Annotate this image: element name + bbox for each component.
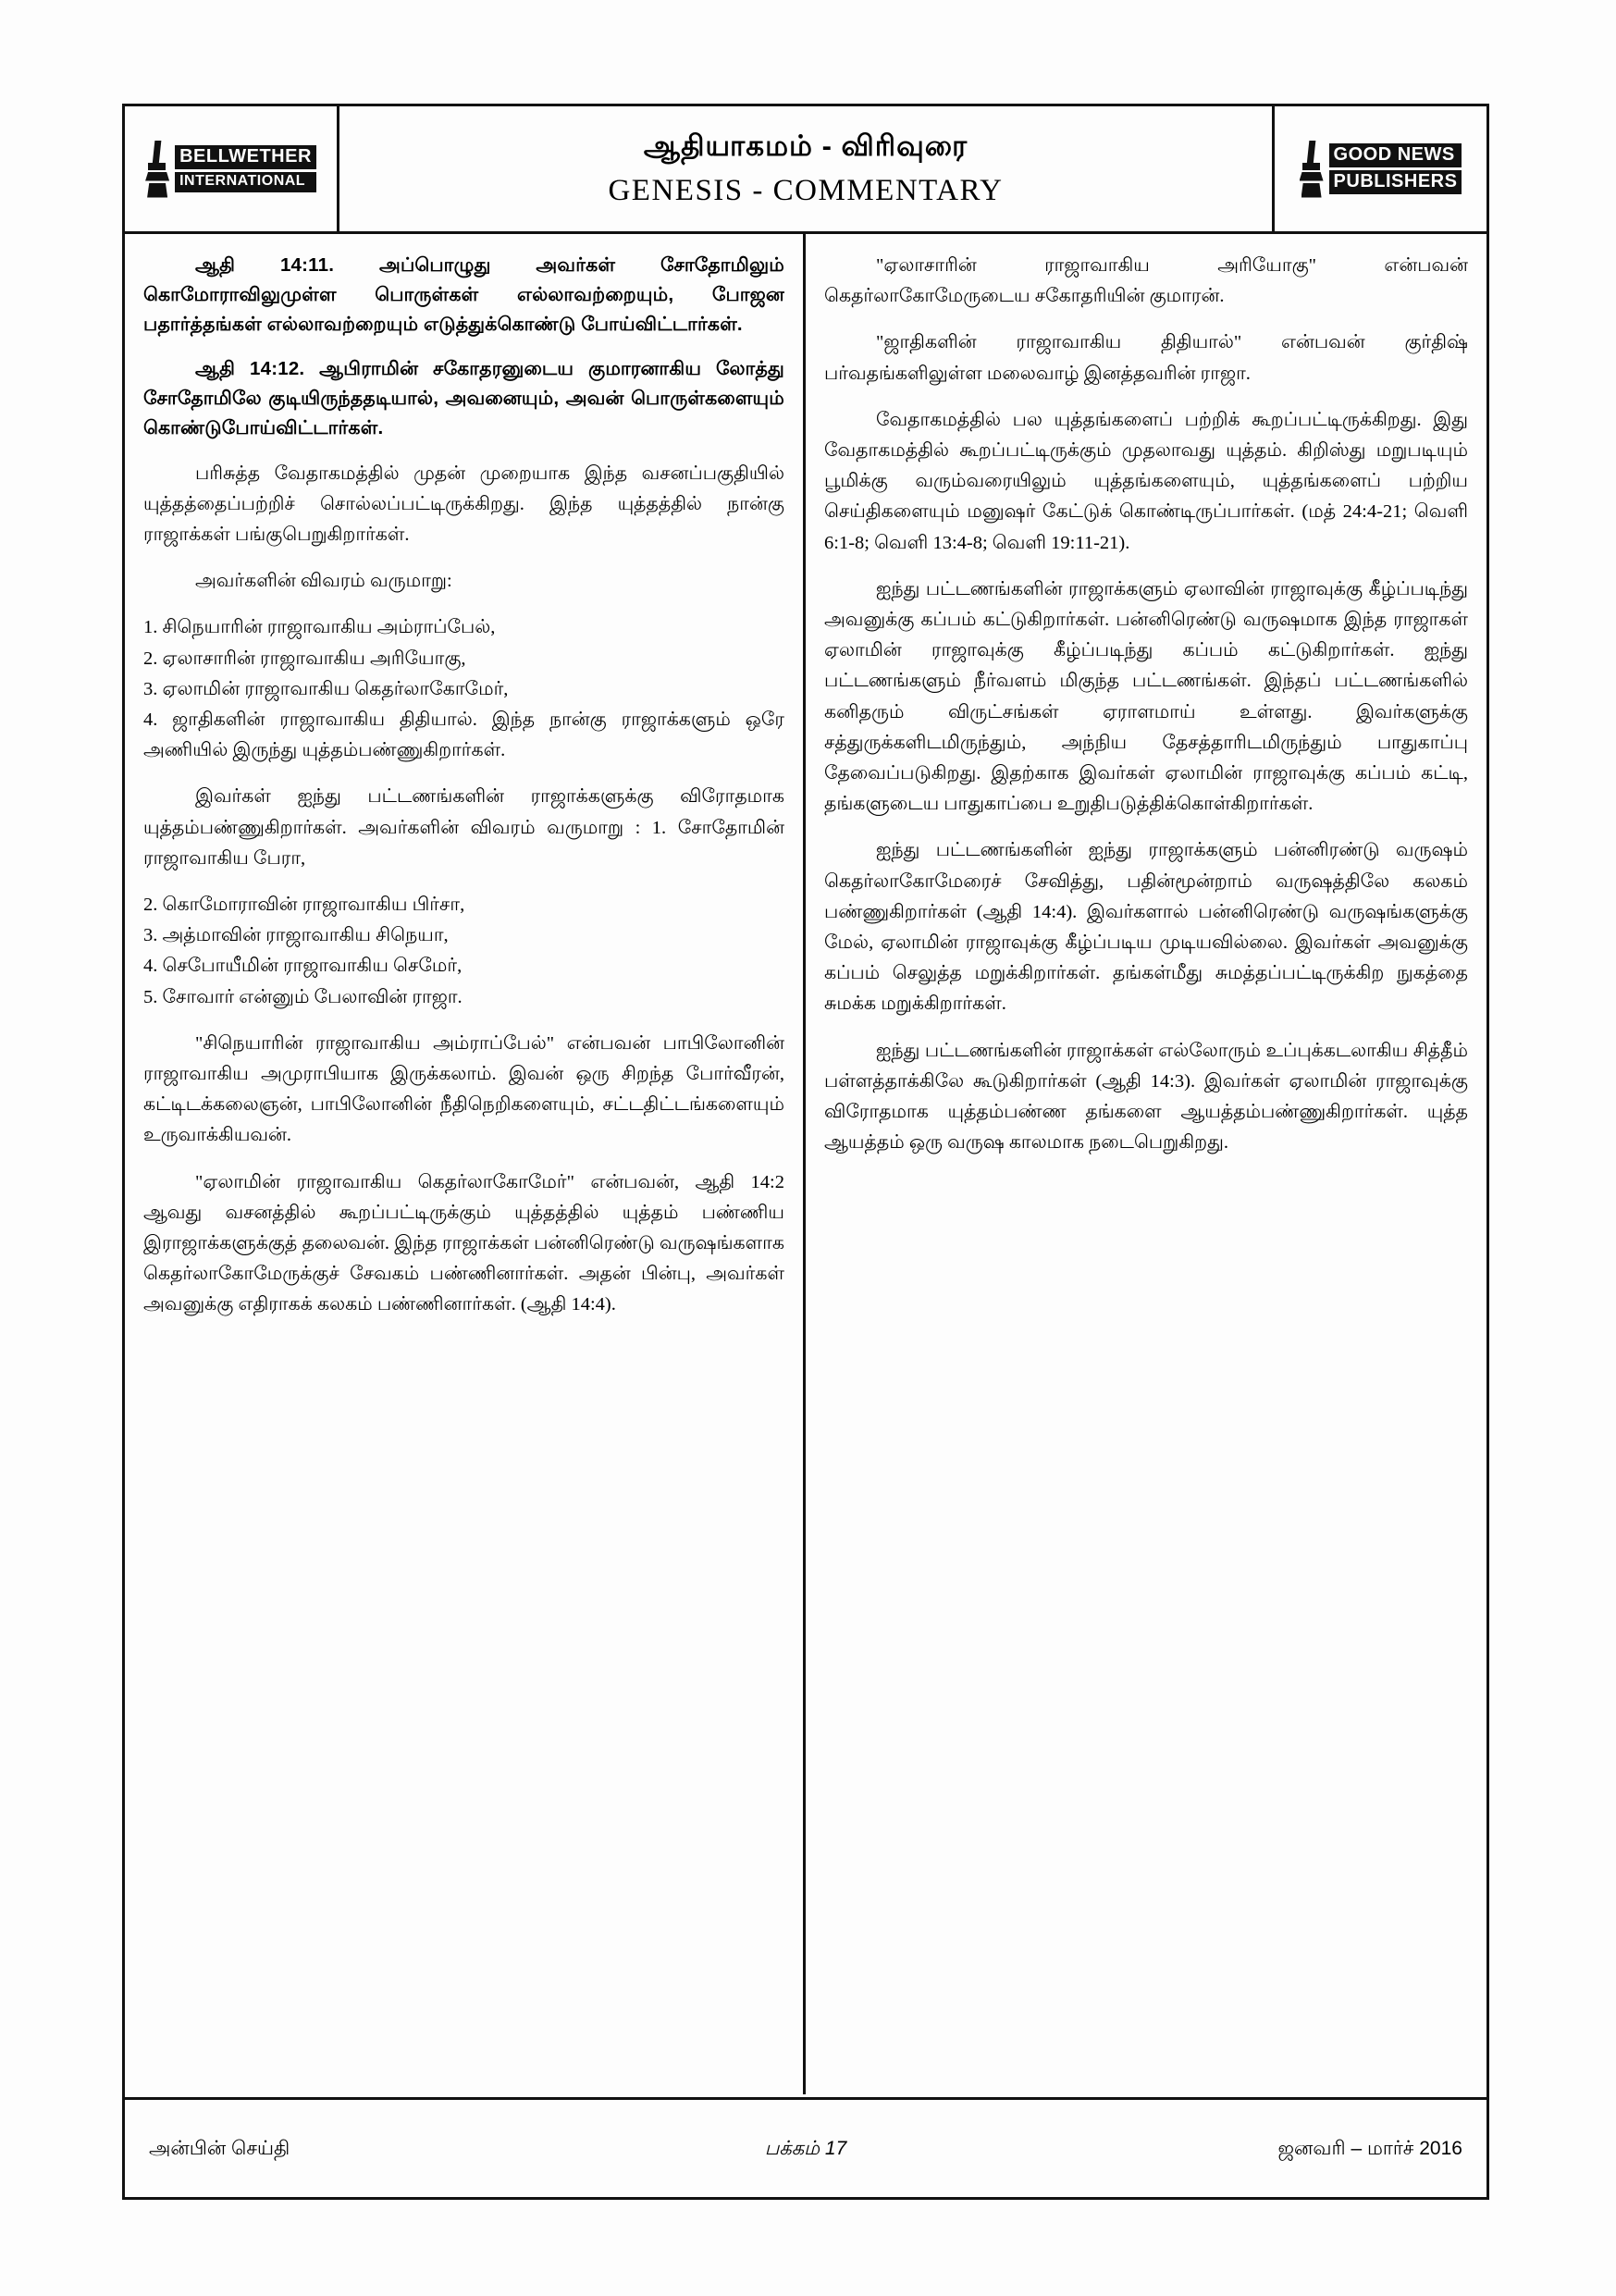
page-footer xyxy=(125,2097,1486,2199)
commentary-paragraph: பரிசுத்த வேதாகமத்தில் முதன் முறையாக இந்த வசனப்பகுதியில் யுத்தத்தைப்பற்றிச் சொல்லப்பட்டிருக்கிறது. இந்த யுத்தத்தில் நான்கு ராஜாக்கள் பங்குபெறுகிறார்கள். xyxy=(143,463,784,545)
good-news-logo-line2: PUBLISHERS xyxy=(1329,170,1462,194)
list-item: 4. ஜாதிகளின் ராஜாவாகிய திதியால். இந்த நான்கு ராஜாக்களும் ஒரே அணியில் இருந்து யுத்தம்பண்ணுகிறார்கள். xyxy=(143,710,784,761)
right-column xyxy=(806,234,1486,2094)
footer-page-number: பக்கம் 17 xyxy=(764,2137,847,2159)
list-item: 3. ஏலாமின் ராஜாவாகிய கெதர்லாகோமேர், xyxy=(143,678,509,699)
commentary-paragraph: "ஏலாமின் ராஜாவாகிய கெதர்லாகோமேர்" என்பவன், ஆதி 14:2 ஆவது வசனத்தில் கூறப்பட்டிருக்கும் யுத்தத்தில் யுத்தம் பண்ணிய இராஜாக்களுக்குத் தலைவன். இந்த ராஜாக்கள் பன்னிரெண்டு வருஷங்களாக கெதர்லாகோமேருக்குச் சேவகம் பண்ணினார்கள். அதன் பின்பு, அவர்கள் அவனுக்கு எதிராகக் கலகம் பண்ணினார்கள். (ஆதி 14:4). xyxy=(143,1171,784,1315)
list-item: 2. கொமோராவின் ராஜாவாகிய பிர்சா, xyxy=(143,895,465,916)
commentary-paragraph: "ஜாதிகளின் ராஜாவாகிய திதியால்" என்பவன் குர்திஷ் பர்வதங்களிலுள்ள மலைவாழ் இனத்தவரின் ராஜா. xyxy=(824,332,1468,384)
list-item: 2. ஏலாசாரின் ராஜாவாகிய அரியோகு, xyxy=(143,648,466,669)
commentary-paragraph: இவர்கள் ஐந்து பட்டணங்களின் ராஜாக்களுக்கு விரோதமாக யுத்தம்பண்ணுகிறார்கள். அவர்களின் விவரம் வருமாறு : 1. சோதோமின் ராஜாவாகிய பேரா, xyxy=(143,786,784,869)
list-item: 4. செபோயீமின் ராஜாவாகிய செமேர், xyxy=(143,956,463,977)
body-columns xyxy=(125,234,1486,2094)
page-title xyxy=(339,106,1272,231)
bellwether-logo xyxy=(125,106,339,231)
left-column xyxy=(125,234,806,2094)
commentary-paragraph: ஐந்து பட்டணங்களின் ராஜாக்கள் எல்லோரும் உப்புக்கடலாகிய சித்தீம் பள்ளத்தாக்கிலே கூடுகிறார்கள் (ஆதி 14:3). இவர்கள் ஏலாமின் ராஜாவுக்கு விரோதமாக யுத்தம்பண்ண தங்களை ஆயத்தம்பண்ணுகிறார்கள். யுத்த ஆயத்தம் ஒரு வருஷ காலமாக நடைபெறுகிறது. xyxy=(824,1040,1468,1154)
bellwether-logo-line2: INTERNATIONAL xyxy=(175,172,316,192)
tower-icon xyxy=(145,141,169,198)
commentary-paragraph: ஐந்து பட்டணங்களின் ஐந்து ராஜாக்களும் பன்னிரண்டு வருஷம் கெதர்லாகோமேரைச் சேவித்து, பதின்மூன்றாம் வருஷத்திலே கலகம் பண்ணுகிறார்கள் (ஆதி 14:4). இவர்களால் பன்னிரெண்டு வருஷங்களுக்கு மேல், ஏலாமின் ராஜாவுக்கு கீழ்ப்படிய முடியவில்லை. இவர்கள் அவனுக்கு கப்பம் செலுத்த மறுக்கிறார்கள். தங்கள்மீது சுமத்தப்பட்டிருக்கிற நுகத்தை சுமக்க மறுக்கிறார்கள். xyxy=(824,840,1468,1015)
title-english: GENESIS - COMMENTARY xyxy=(608,174,1004,207)
title-tamil: ஆதியாகமம் - விரிவுரை xyxy=(643,130,968,162)
list-item: 3. அத்மாவின் ராஜாவாகிய சிநெயா, xyxy=(143,925,449,946)
page-frame xyxy=(122,104,1489,2200)
king-list-one xyxy=(143,612,784,766)
commentary-paragraph: ஐந்து பட்டணங்களின் ராஜாக்களும் ஏலாவின் ராஜாவுக்கு கீழ்ப்படிந்து அவனுக்கு கப்பம் கட்டுகிறார்கள். பன்னிரெண்டு வருஷமாக இந்த ராஜாகள் ஏலாமின் ராஜாவுக்கு கீழ்ப்படிந்து கப்பம் கட்டுகிறார்கள். ஐந்து பட்டணங்களும் நீர்வளம் மிகுந்த பட்டணங்கள். இந்தப் பட்டணங்களில் கனிதரும் விருட்சங்கள் ஏராளமாய் உள்ளது. இவர்களுக்கு சத்துருக்களிடமிருந்தும், அந்நிய தேசத்தாரிடமிருந்தும் பாதுகாப்பு தேவைப்படுகிறது. இதற்காக இவர்கள் ஏலாமின் ராஜாவுக்கு கப்பம் கட்டி, தங்களுடைய பாதுகாப்பை உறுதிபடுத்திக்கொள்கிறார்கள். xyxy=(824,578,1468,815)
masthead xyxy=(125,106,1486,234)
verse-paragraph: ஆதி 14:11. அப்பொழுது அவர்கள் சோதோமிலும் கொமோராவிலுமுள்ள பொருள்கள் எல்லாவற்றையும், போஜன பதார்த்தங்கள் எல்லாவற்றையும் எடுத்துக்கொண்டு போய்விட்டார்கள். xyxy=(143,254,784,335)
king-list-two xyxy=(143,890,784,1013)
commentary-paragraph: வேதாகமத்தில் பல யுத்தங்களைப் பற்றிக் கூறப்பட்டிருக்கிறது. இது வேதாகமத்தில் கூறப்பட்டிருக்கும் முதலாவது யுத்தம். கிறிஸ்து மறுபடியும் பூமிக்கு வரும்வரையிலும் யுத்தங்களையும், யுத்தங்களைப் பற்றிய செய்திகளையும் மனுஷர் கேட்டுக் கொண்டிருப்பார்கள். (மத் 24:4-21; வெளி 6:1-8; வெளி 13:4-8; வெளி 19:11-21). xyxy=(824,409,1468,553)
footer-publication-name: அன்பின் செய்தி xyxy=(149,2137,290,2159)
commentary-paragraph: "சிநெயாரின் ராஜாவாகிய அம்ராப்பேல்" என்பவன் பாபிலோனின் ராஜாவாகிய அமுராபியாக இருக்கலாம். இவன் ஒரு சிறந்த போர்வீரன், கட்டிடக்கலைஞன், பாபிலோனின் நீதிநெறிகளையும், சட்டதிட்டங்களையும் உருவாக்கியவன். xyxy=(143,1032,784,1146)
good-news-publishers-logo xyxy=(1272,106,1486,231)
list-item: 1. சிநெயாரின் ராஜாவாகிய அம்ராப்பேல், xyxy=(143,617,496,638)
commentary-paragraph: அவர்களின் விவரம் வருமாறு: xyxy=(195,571,452,592)
footer-issue-date: ஜனவரி – மார்ச் 2016 xyxy=(1277,2137,1462,2159)
verse-paragraph: ஆதி 14:12. ஆபிராமின் சகோதரனுடைய குமாரனாகிய லோத்து சோதோமிலே குடியிருந்ததடியால், அவனையும், அவன் பொருள்களையும் கொண்டுபோய்விட்டார்கள். xyxy=(143,358,784,438)
good-news-logo-line1: GOOD NEWS xyxy=(1329,143,1462,167)
commentary-paragraph: "ஏலாசாரின் ராஜாவாகிய அரியோகு" என்பவன் கெதர்லாகோமேருடைய சகோதரியின் குமாரன். xyxy=(824,255,1468,307)
tower-icon xyxy=(1300,141,1324,198)
list-item: 5. சோவார் என்னும் பேலாவின் ராஜா. xyxy=(143,986,463,1007)
bellwether-logo-line1: BELLWETHER xyxy=(175,145,316,169)
